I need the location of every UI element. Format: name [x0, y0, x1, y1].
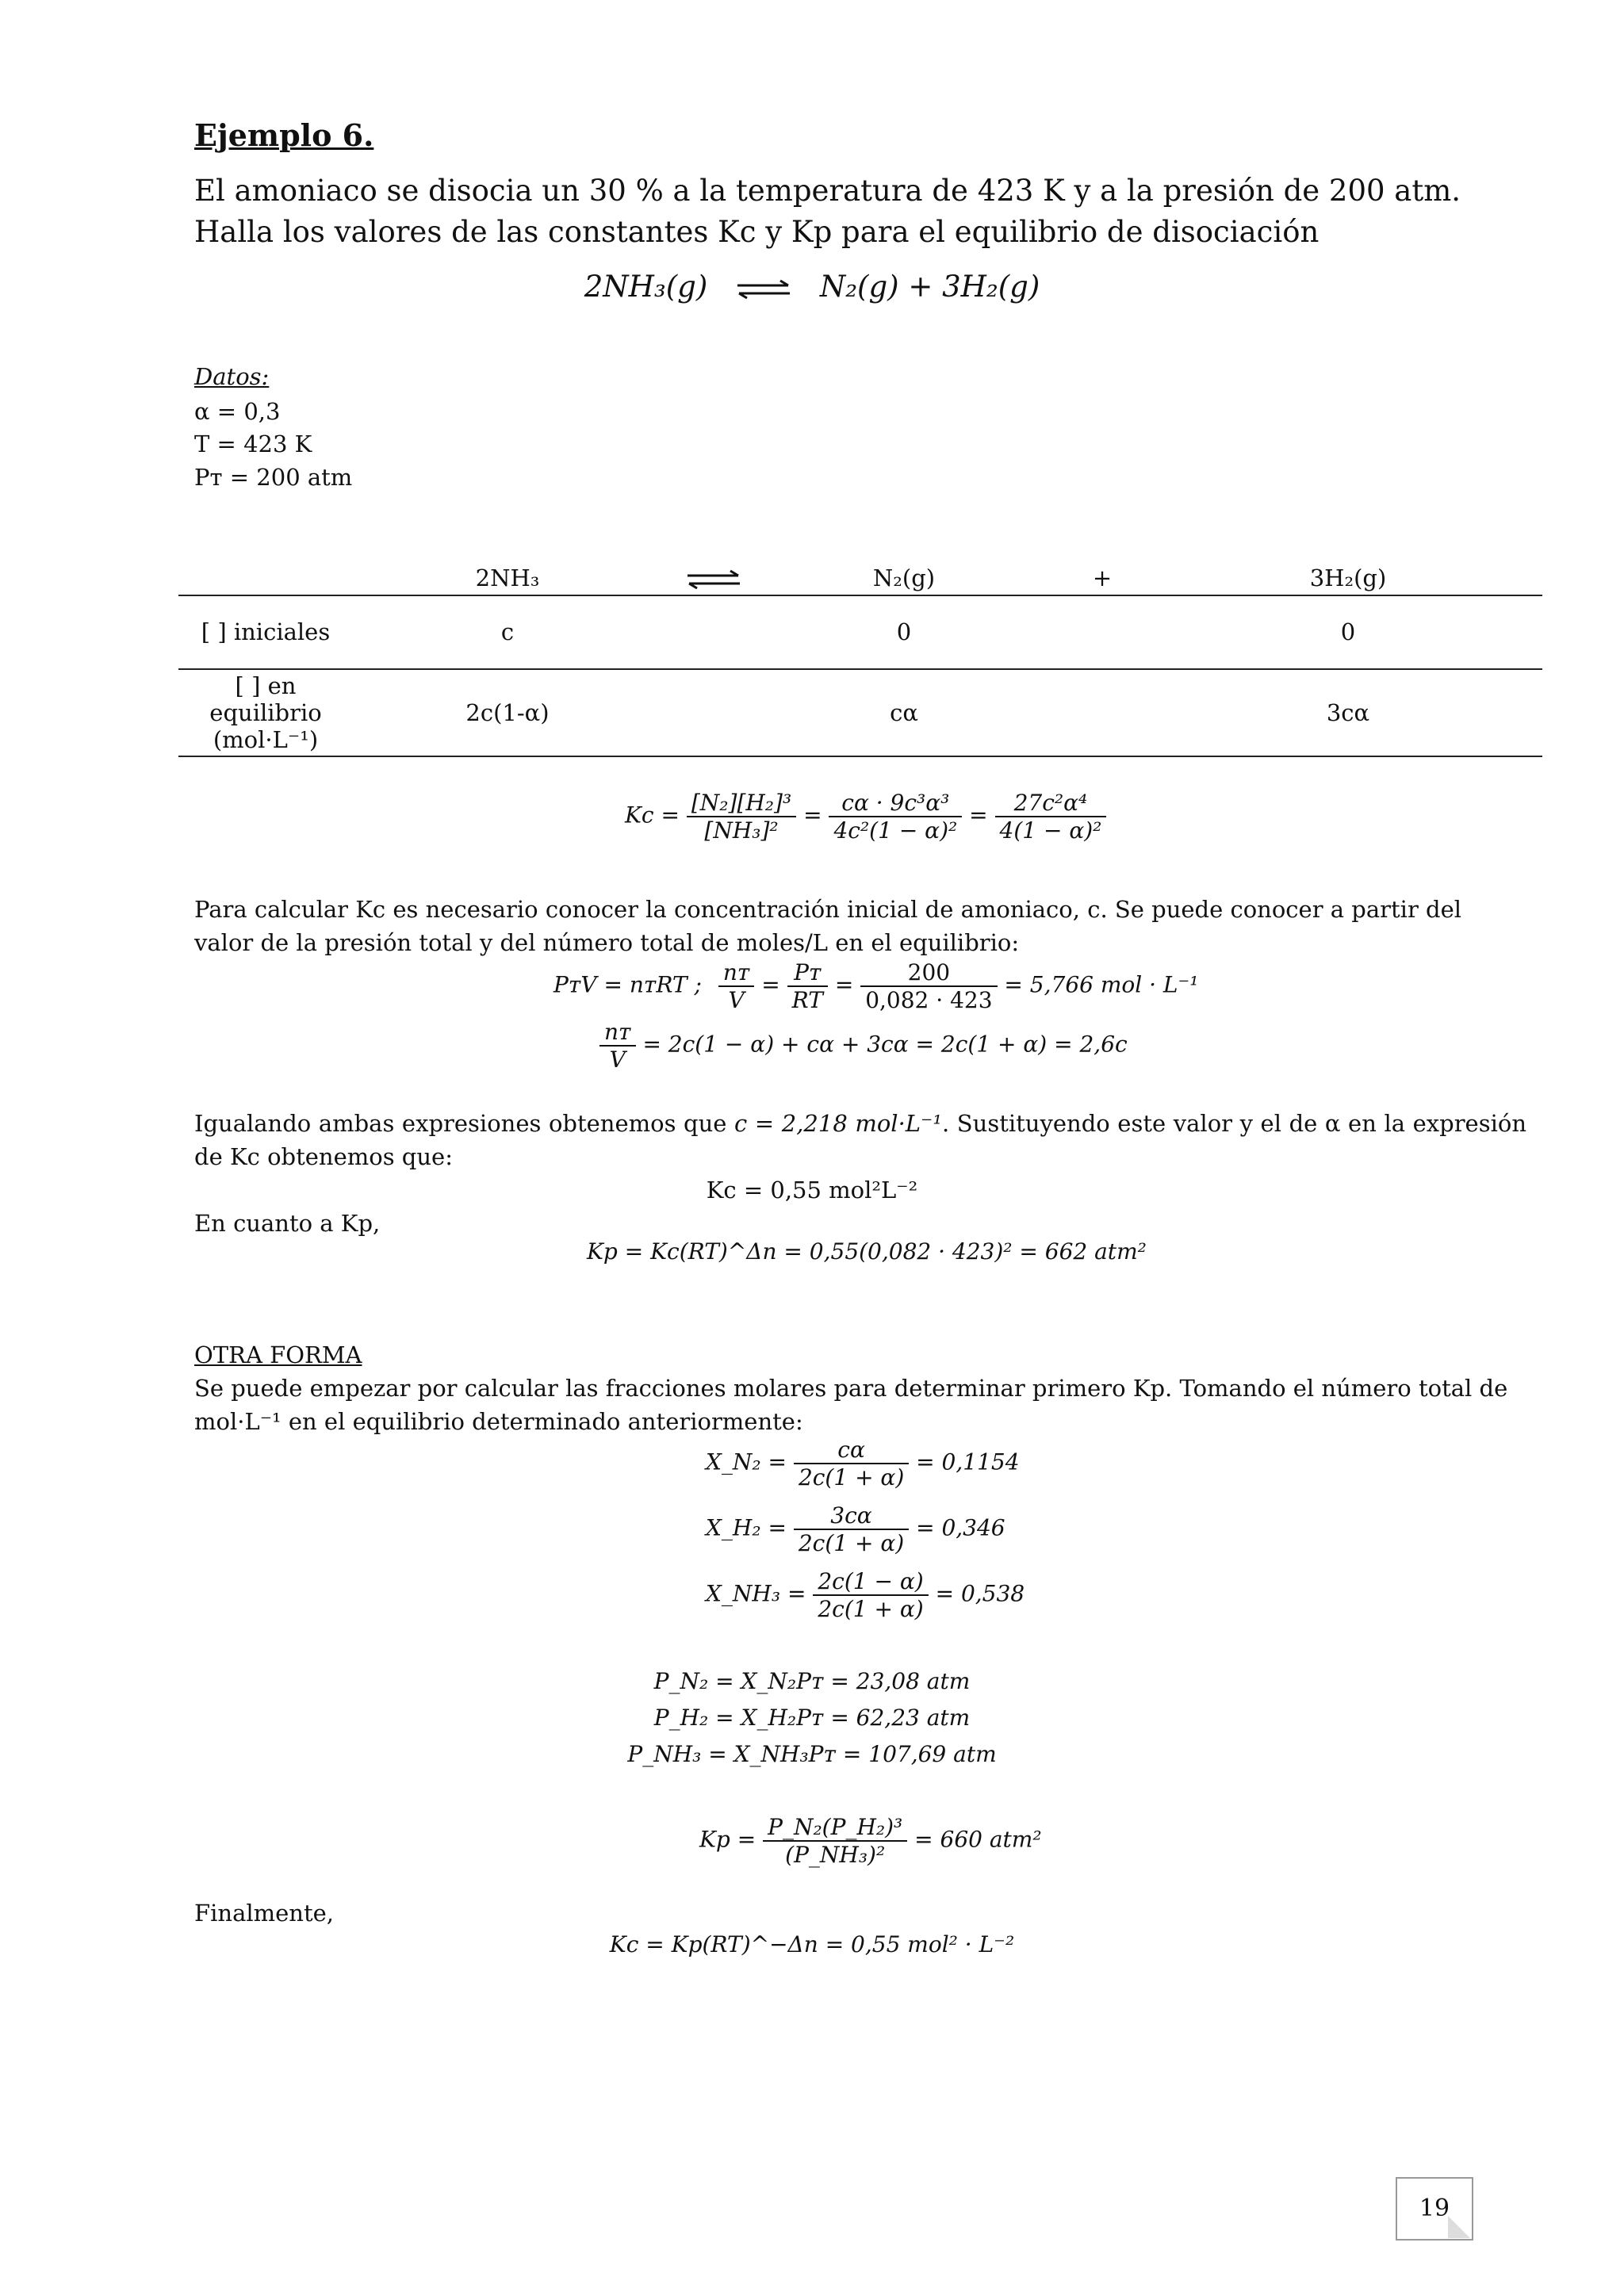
- fraction-nh3: [706, 1568, 1025, 1622]
- otra-forma-text: Se puede empezar por calcular las fracciones molares para determinar primero Kp. Tomando el número total de mol·L⁻¹ en el equilibrio determinado anteriormente:: [194, 1375, 1508, 1435]
- kc-fraction-1: [687, 790, 796, 844]
- row-equilibrium-h2: 3cα: [1326, 699, 1370, 726]
- row-initial-n2: 0: [896, 618, 912, 645]
- kc-expression: Kc = $\frac{\text{[N₂][H₂]³}}{\text{[NH₃]²}}$ = $\frac{\text{cα · 9c³α³}}{\text{4c²(1 − α)²}}$ = $\frac{\text{27c²α⁴}}{\text{4(1 − α)²}}$: [625, 790, 1106, 844]
- pv-frac-a: [718, 959, 755, 1013]
- fraction-h2: [706, 1502, 1005, 1556]
- pv-b-den: RT: [791, 987, 823, 1013]
- fraction-nh3-num: 2c(1 − α): [813, 1568, 928, 1596]
- fraction-n2-den: 2c(1 + α): [798, 1464, 905, 1490]
- row-initial-h2: 0: [1340, 618, 1356, 645]
- fraction-h2-den: 2c(1 + α): [798, 1530, 905, 1556]
- pv-a-num: nᴛ: [718, 959, 755, 987]
- fraction-nh3-rhs: = 0,538: [935, 1580, 1025, 1607]
- kc-fraction-3: [995, 790, 1107, 844]
- kp2-frac: [763, 1814, 907, 1868]
- fraction-n2-frac: [794, 1437, 909, 1490]
- row-equilibrium-nh3: 2c(1-α): [465, 699, 550, 726]
- datos-temperature: T = 423 K: [194, 430, 312, 457]
- table-header-nh3: 2NH₃: [475, 564, 540, 591]
- para2-end: . Sustituyendo este valor y el de α en la expresión de Kc obtenemos que:: [194, 1110, 1527, 1170]
- kp2-rhs: = 660 atm²: [914, 1826, 1042, 1853]
- concentration-value: c = 2,218 mol·L⁻¹: [734, 1110, 942, 1137]
- pv-frac-b: [787, 959, 828, 1013]
- nt-equation: [599, 1019, 1128, 1073]
- fraction-nh3-den: 2c(1 + α): [818, 1596, 924, 1622]
- table-rule-bottom: [178, 756, 1542, 757]
- finalmente-label: Finalmente,: [194, 1900, 335, 1927]
- table-header-plus: +: [1092, 564, 1113, 591]
- pressure-n2: P_N₂ = X_N₂Pᴛ = 23,08 atm: [653, 1668, 971, 1694]
- kc-f1-den: [NH₃]²: [704, 817, 779, 844]
- row-equilibrium-label-line1: [ ] en: [235, 672, 297, 699]
- table-header-h2: 3H₂(g): [1309, 564, 1387, 591]
- nt-den: V: [609, 1047, 626, 1073]
- row-equilibrium-n2: cα: [890, 699, 918, 726]
- kp2-den: (P_NH₃)²: [785, 1842, 886, 1868]
- pv-c-num: 200: [860, 959, 997, 987]
- nt-num: nᴛ: [599, 1019, 636, 1047]
- kc-f1-num: [N₂][H₂]³: [687, 790, 796, 817]
- para2-start: Igualando ambas expresiones obtenemos que: [194, 1110, 735, 1137]
- fraction-n2-num: cα: [794, 1437, 909, 1464]
- pressure-nh3: P_NH₃ = X_NH₃Pᴛ = 107,69 atm: [627, 1741, 997, 1767]
- fraction-h2-rhs: = 0,346: [916, 1514, 1005, 1541]
- nt-frac: [599, 1019, 636, 1073]
- kp-equation: Kp = Kc(RT)^Δn = 0,55(0,082 · 423)² = 662 atm²: [587, 1238, 1147, 1265]
- equilibrium-arrows-icon: [736, 279, 791, 300]
- pv-a-den: V: [728, 987, 745, 1013]
- fraction-h2-lhs: X_H₂ =: [706, 1514, 787, 1541]
- kc-f3-num: 27c²α⁴: [995, 790, 1107, 817]
- table-rule-top: [178, 595, 1542, 596]
- row-initial-nh3: c: [500, 618, 515, 645]
- table-header-n2: N₂(g): [872, 564, 936, 591]
- row-equilibrium-label-line3: (mol·L⁻¹): [213, 726, 319, 753]
- pv-frac-c: [860, 959, 997, 1013]
- fraction-n2-lhs: X_N₂ =: [706, 1448, 787, 1475]
- pv-b-num: Pᴛ: [787, 959, 828, 987]
- fraction-h2-num: 3cα: [794, 1502, 909, 1530]
- page-number: 19: [1396, 2177, 1473, 2241]
- row-equilibrium-label-line2: equilibrio: [209, 699, 322, 726]
- datos-alpha: α = 0,3: [194, 398, 281, 425]
- kc-final-equation: Kc = Kp(RT)^−Δn = 0,55 mol² · L⁻²: [609, 1931, 1015, 1957]
- kc-result: Kc = 0,55 mol²L⁻²: [706, 1177, 918, 1203]
- kc-f2-num: cα · 9c³α³: [829, 790, 962, 817]
- kp2-lhs: Kp =: [699, 1826, 756, 1853]
- kp-intro: En cuanto a Kp,: [194, 1210, 381, 1237]
- kc-f2-den: 4c²(1 − α)²: [833, 817, 958, 844]
- fraction-n2: [706, 1437, 1020, 1490]
- pv-lhs: PᴛV = nᴛRT ;: [553, 971, 702, 998]
- fraction-n2-rhs: = 0,1154: [916, 1448, 1020, 1475]
- kc-lhs: Kc =: [625, 802, 680, 828]
- example-title: Ejemplo 6.: [194, 117, 374, 153]
- fraction-nh3-lhs: X_NH₃ =: [706, 1580, 806, 1607]
- table-rule-middle: [178, 668, 1542, 670]
- otra-forma-heading: OTRA FORMA: [194, 1341, 362, 1368]
- reaction-equation: [0, 270, 1624, 304]
- problem-statement: El amoniaco se disocia un 30 % a la temperatura de 423 K y a la presión de 200 atm. Halla los valores de las constantes Kc y Kp para el equilibrio de disociación: [194, 174, 1461, 249]
- datos-heading: Datos:: [194, 363, 270, 390]
- fraction-nh3-frac: [813, 1568, 928, 1622]
- paragraph-concentration: Para calcular Kc es necesario conocer la concentración inicial de amoniaco, c. Se puede conocer a partir del valor de la presión total y del número total de moles/L en el equilibrio:: [194, 896, 1462, 956]
- row-initial-label: [ ] iniciales: [201, 618, 331, 645]
- kp2-num: P_N₂(P_H₂)³: [763, 1814, 907, 1842]
- reaction-left: 2NH₃(g): [584, 270, 708, 304]
- pv-equation: PᴛV = nᴛRT ; $\frac{\text{nᴛ}}{V}$ = $\frac{\text{Pᴛ}}{RT}$ = $\frac{200}{0,082 \cdot 423}$ = 5,766 mol · L⁻¹: [553, 959, 1199, 1013]
- fraction-h2-frac: [794, 1502, 909, 1556]
- row-equilibrium-label: [182, 672, 349, 753]
- kc-f3-den: 4(1 − α)²: [999, 817, 1102, 844]
- nt-rhs: = 2c(1 − α) + cα + 3cα = 2c(1 + α) = 2,6c: [642, 1031, 1128, 1058]
- kp-second-equation: [699, 1814, 1042, 1868]
- pv-result: = 5,766 mol · L⁻¹: [1004, 971, 1199, 998]
- paragraph-substitution: [194, 1107, 1526, 1173]
- page-curl-icon: [1448, 2216, 1470, 2238]
- reaction-right: N₂(g) + 3H₂(g): [819, 270, 1040, 304]
- pv-c-den: 0,082 · 423: [865, 987, 993, 1013]
- table-equilibrium-arrows-icon: [686, 569, 741, 590]
- datos-pressure: Pᴛ = 200 atm: [194, 464, 353, 491]
- kc-fraction-2: [829, 790, 962, 844]
- pressure-h2: P_H₂ = X_H₂Pᴛ = 62,23 atm: [653, 1705, 971, 1731]
